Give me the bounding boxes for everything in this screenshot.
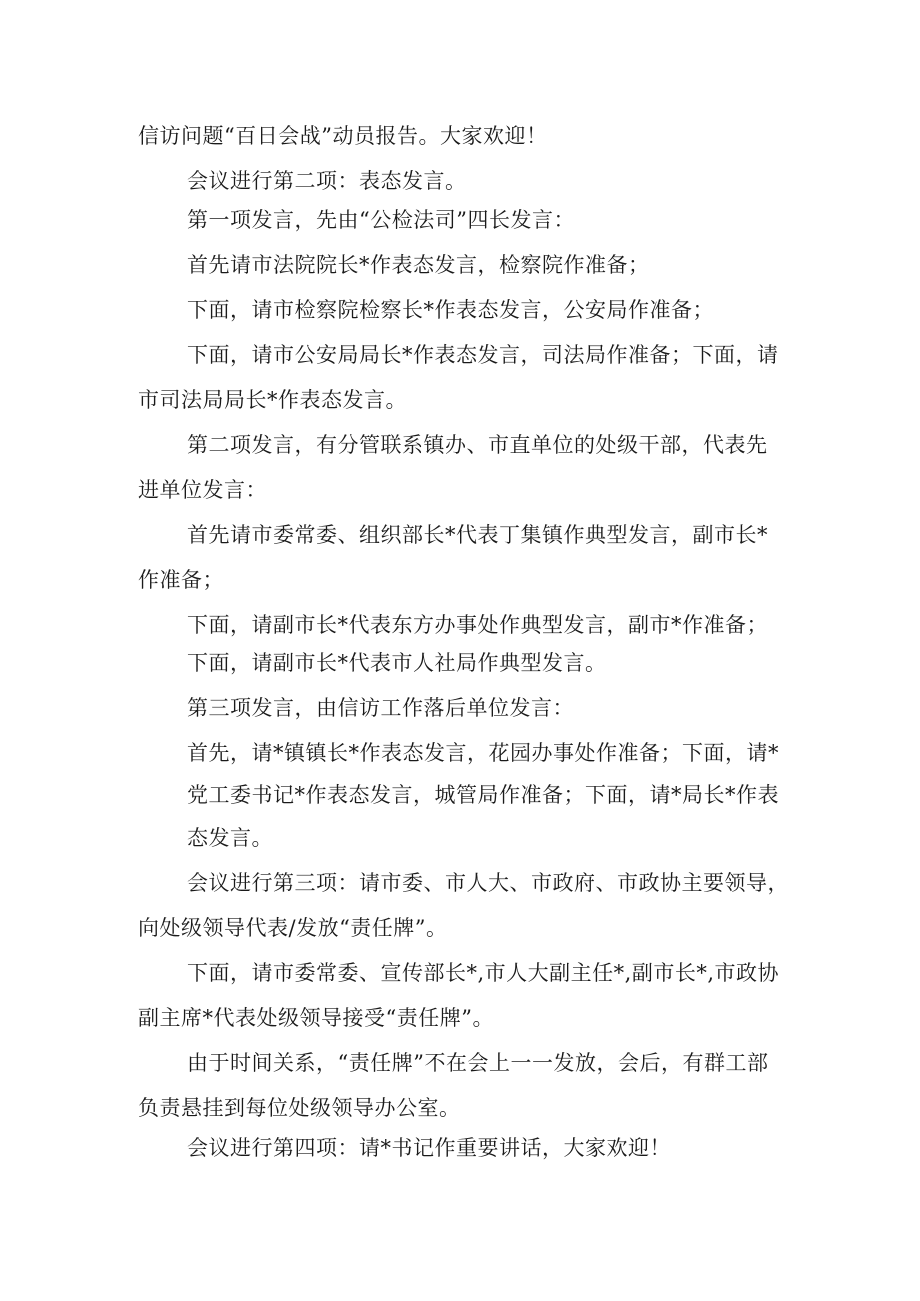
- text-line-5: 下面，请市检察院检察长*作表态发言，公安局作准备；: [187, 298, 714, 322]
- text-line-10: 首先请市委常委、组织部长*代表丁集镇作典型发言，副市长*: [187, 523, 768, 547]
- text-line-1: 信访问题“百日会战”动员报告。大家欢迎！: [138, 124, 548, 148]
- text-line-13: 下面，请副市长*代表市人社局作典型发言。: [187, 651, 607, 675]
- text-line-17: 态发言。: [187, 826, 273, 850]
- text-line-4: 首先请市法院院长*作表态发言，检察院作准备；: [187, 253, 650, 277]
- text-line-23: 负责悬挂到每位处级领导办公室。: [138, 1096, 461, 1120]
- text-line-15: 首先，请*镇镇长*作表态发言，花园办事处作准备；下面，请*: [187, 741, 779, 765]
- text-line-7: 市司法局局长*作表态发言。: [138, 388, 407, 412]
- text-line-3: 第一项发言，先由“公检法司”四长发言：: [187, 208, 575, 232]
- text-line-21: 副主席*代表处级领导接受“责任牌”。: [138, 1006, 494, 1030]
- text-line-24: 会议进行第四项：请*书记作重要讲话，大家欢迎！: [187, 1136, 671, 1160]
- text-line-20: 下面，请市委常委、宣传部长*,市人大副主任*,副市长*,市政协: [187, 961, 780, 985]
- text-line-11: 作准备；: [138, 568, 224, 592]
- text-line-19: 向处级领导代表/发放“责任牌”。: [138, 916, 448, 940]
- text-line-14: 第三项发言，由信访工作落后单位发言：: [187, 696, 574, 720]
- text-line-22: 由于时间关系，“责任牌”不在会上一一发放，会后，有群工部: [187, 1051, 769, 1075]
- text-line-6: 下面，请市公安局局长*作表态发言，司法局作准备；下面，请: [187, 343, 779, 367]
- text-line-9: 进单位发言：: [138, 478, 267, 502]
- text-line-12: 下面，请副市长*代表东方办事处作典型发言，副市*作准备；: [187, 613, 768, 637]
- text-line-8: 第二项发言，有分管联系镇办、市直单位的处级干部，代表先: [187, 433, 768, 457]
- text-line-16: 党工委书记*作表态发言，城管局作准备；下面，请*局长*作表: [187, 783, 779, 807]
- text-line-18: 会议进行第三项：请市委、市人大、市政府、市政协主要领导，: [187, 871, 789, 895]
- text-line-2: 会议进行第二项：表态发言。: [187, 169, 467, 193]
